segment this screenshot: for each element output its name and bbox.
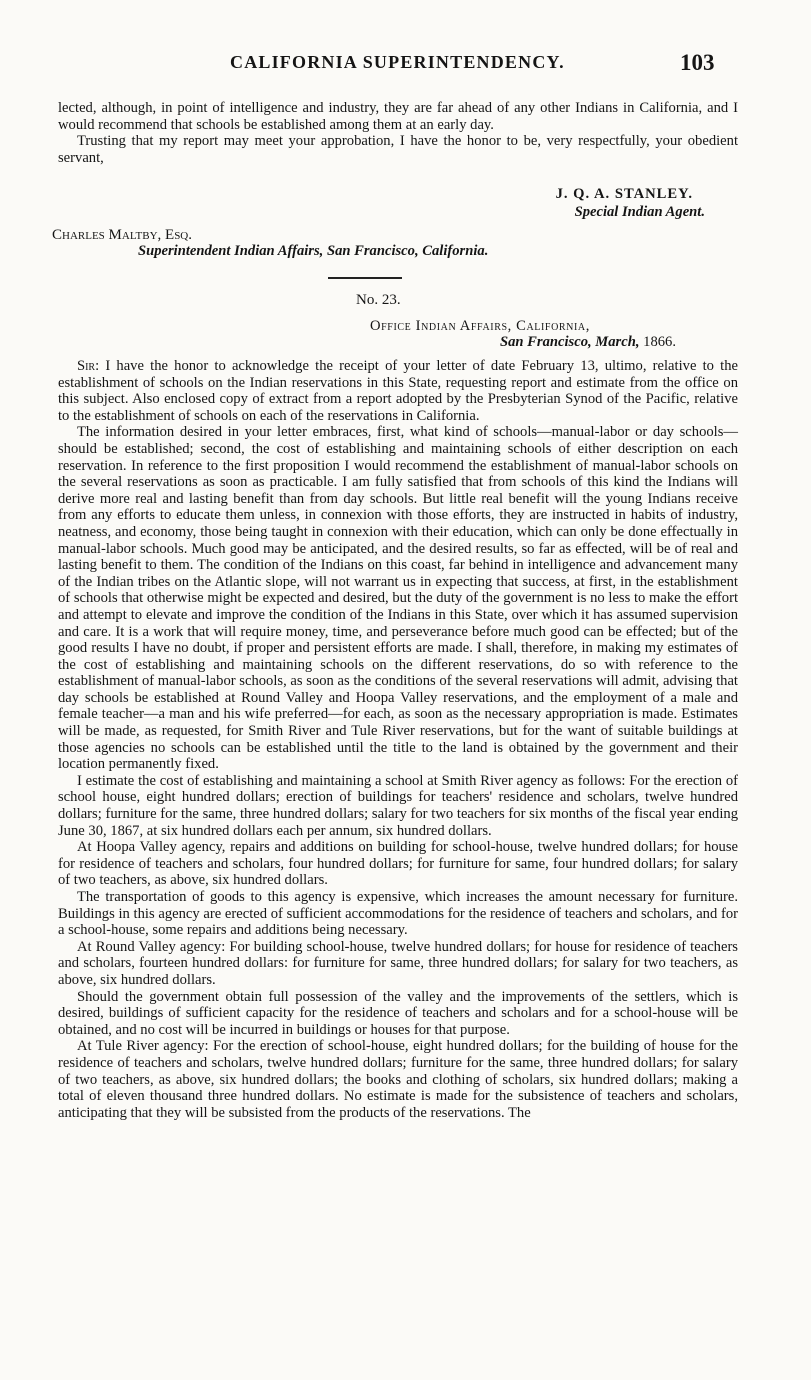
paragraph-text: I have the honor to acknowledge the receipt of your letter of date February 13, ultimo, relative to the establishment of schools on the Indian reservations in this State, requesting report and estimate from the office on this subject. Also enclosed copy of extract from a report adopted by the Presbyterian Synod of the Pacific, relative to the establishment of schools on each of the reservations in California. (58, 358, 738, 424)
paragraph: The information desired in your letter embraces, first, what kind of schools—manual-labor or day schools—should be established; second, the cost of establishing and maintaining schools of either description on each reservation. In reference to the first proposition I would recommend the establishment of manual-labor schools on the several reservations as soon as practicable. I am fully satisfied that from schools of this kind the Indians will derive more real and lasting benefit than from day schools. But little real benefit will the young Indians receive from any efforts to educate them unless, in connexion with those efforts, they are instructed in habits of industry, neatness, and economy, those being taught in connexion with their education, which can only be done effectually in manual-labor schools. Much good may be anticipated, and the desired results, so far as effected, will be of real and lasting benefit to them. The condition of the Indians on this coast, far behind in intelligence and advancement many of the Indian tribes on the Atlantic slope, will not warrant us in expecting that success, at first, in the establishment of schools that otherwise might be expected and desired, but the duty of the government is no less to make the effort and attempt to elevate and improve the condition of the Indians in this State, over which it has assumed supervision and care. It is a work that will require money, time, and perseverance before much good can be effected; but of the good results I have no doubt, if proper and persistent efforts are made. I shall, therefore, in making my estimates of the cost of establishing and maintaining schools on the different reservations, do so with reference to the establishment of manual-labor schools, as soon as the conditions of the several reservations will admit, advising that day schools be established at Round Valley and Hoopa Valley reservations, and the employment of a male and female teacher—a man and his wife preferred—for each, as soon as the necessary appropriation is made. Estimates will be made, as requested, for Smith River and Tule River reservations, but for the want of suitable buildings at those agencies no schools can be established until the title to the land is obtained by the government and their location permanently fixed. (58, 424, 738, 773)
continuation-paragraph: lected, although, in point of intelligence and industry, they are far ahead of any other Indians in California, and I would recommend that schools be established among them at an early day. (58, 100, 738, 133)
paragraph: The transportation of goods to this agency is expensive, which increases the amount necessary for furniture. Buildings in this agency are erected of sufficient accommodations for the residence of teachers and scholars, and for a school-house, some repairs and additions being necessary. (58, 889, 738, 939)
paragraph: I estimate the cost of establishing and maintaining a school at Smith River agency as follows: For the erection of school house, eight hundred dollars; erection of buildings for teachers' residence and scholars, twelve hundred dollars; furniture for the same, three hundred dollars; salary for two teachers for six months of the fiscal year ending June 30, 1867, at six hundred dollars each per annum, six hundred dollars. (58, 772, 738, 839)
place-date (500, 334, 676, 351)
letter2-body (58, 358, 738, 1121)
addressee-title: Superintendent Indian Affairs, San Francisco, California. (138, 243, 489, 259)
paragraph: At Round Valley agency: For building school-house, twelve hundred dollars; for house for residence of teachers and scholars, fourteen hundred dollars: for furniture for same, three hundred dollars; for salary for two teachers, as above, six hundred dollars. (58, 938, 738, 988)
closing-paragraph: Trusting that my report may meet your approbation, I have the honor to be, very respectfully, your obedient servant, (58, 133, 738, 166)
page-number: 103 (680, 50, 715, 75)
salutation: Sir: (76, 358, 100, 374)
section-divider (328, 277, 402, 279)
signature-name: J. Q. A. STANLEY. (555, 186, 693, 202)
signature-title: Special Indian Agent. (574, 204, 705, 220)
paragraph: Should the government obtain full possession of the valley and the improvements of the settlers, which is desired, buildings of sufficient capacity for the residence of teachers and scholars and for a school-house will be obtained, and no cost will be incurred in buildings or houses for that purpose. (58, 988, 738, 1038)
paragraph: At Tule River agency: For the erection of school-house, eight hundred dollars; for the building of house for the residence of teachers and scholars, twelve hundred dollars; furniture for the same, three hundred dollars; for salary of two teachers, as above, six hundred dollars; the books and clothing of scholars, six hundred dollars; making a total of eleven thousand three hundred dollars. No estimate is made for the subsistence of teachers and scholars, anticipating that they will be subsisted from the products of the reservations. The (58, 1038, 738, 1121)
running-header: CALIFORNIA SUPERINTENDENCY. (230, 52, 565, 72)
place-date-text: San Francisco, March, (500, 334, 640, 350)
document-number: No. 23. (356, 292, 401, 308)
addressee-name: Charles Maltby, Esq. (52, 227, 193, 243)
paragraph: At Hoopa Valley agency, repairs and additions on building for school-house, twelve hundred dollars; for house for residence of teachers and scholars, four hundred dollars; for furniture for same, four hundred dollars; for salary of two teachers, as above, six hundred dollars. (58, 839, 738, 889)
year: 1866. (643, 334, 676, 350)
office-heading: Office Indian Affairs, California, (370, 318, 591, 334)
paragraph (58, 358, 738, 424)
letter1-body (58, 100, 738, 166)
